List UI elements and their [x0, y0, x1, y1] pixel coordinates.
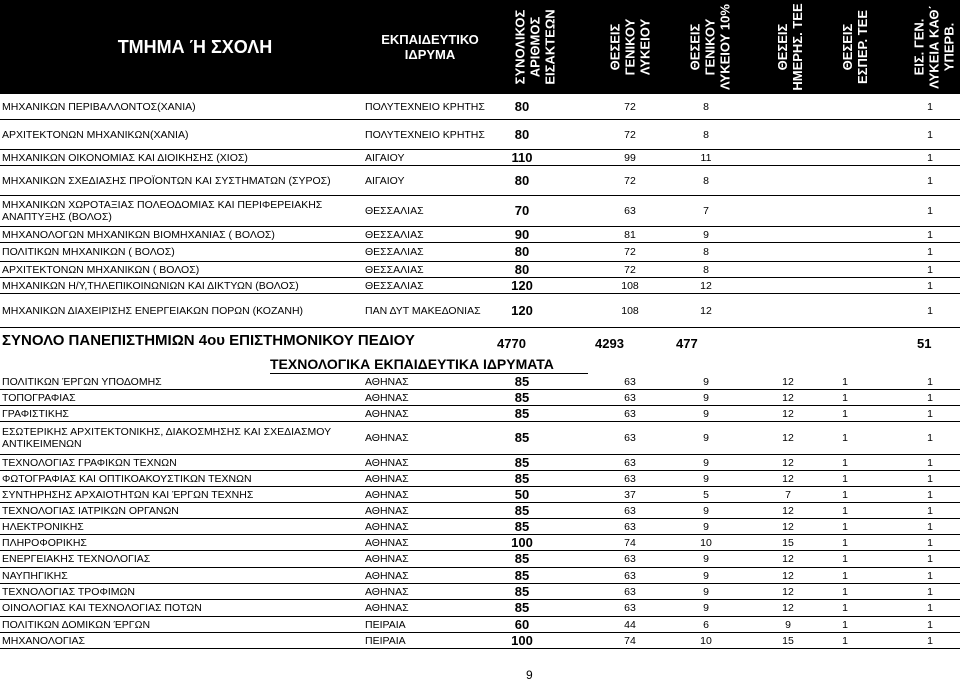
supernumerary-cell: 1	[927, 304, 933, 317]
supernumerary-cell: 1	[927, 263, 933, 276]
general-lyceum-10-cell: 9	[703, 432, 709, 444]
institution-cell: ΠΕΙΡΑΙΑ	[365, 618, 406, 631]
dept-cell: ΠΟΛΙΤΙΚΩΝ ΈΡΓΩΝ ΥΠΟΔΟΜΗΣ	[2, 375, 162, 388]
general-lyceum-10-cell: 10	[700, 536, 712, 549]
evening-tee-cell: 1	[842, 488, 848, 501]
evening-tee-cell	[822, 227, 868, 242]
institution-cell: ΑΘΗΝΑΣ	[365, 375, 409, 388]
supernumerary-cell: 1	[927, 472, 933, 485]
supernumerary-cell: 1	[927, 504, 933, 517]
evening-tee-cell: 1	[842, 407, 848, 420]
institution-cell: ΑΘΗΝΑΣ	[365, 569, 409, 582]
total-seats-cell: 85	[514, 600, 530, 615]
dept-cell: ΜΗΧΑΝΙΚΩΝ ΧΩΡΟΤΑΞΙΑΣ ΠΟΛΕΟΔΟΜΙΑΣ ΚΑΙ ΠΕΡΙΦΕΡΕΙΑΚΗΣ ΑΝΑΠΤΥΞΗΣ (ΒΟΛΟΣ)	[2, 199, 323, 223]
institution-cell: ΑΘΗΝΑΣ	[365, 536, 409, 549]
table-row	[0, 584, 960, 600]
dept-cell: ΕΣΩΤΕΡΙΚΗΣ ΑΡΧΙΤΕΚΤΟΝΙΚΗΣ, ΔΙΑΚΟΣΜΗΣΗΣ ΚΑΙ ΣΧΕΔΙΑΣΜΟΥ ΑΝΤΙΚΕΙΜΕΝΩΝ	[2, 426, 331, 450]
supernumerary-cell: 1	[927, 391, 933, 404]
evening-tee-cell	[822, 243, 868, 261]
general-lyceum-10-cell: 9	[703, 504, 709, 517]
general-lyceum-10-cell: 9	[703, 602, 709, 614]
day-tee-cell: 12	[782, 391, 794, 404]
table-row	[0, 227, 960, 243]
total-seats-cell: 100	[511, 632, 533, 648]
general-lyceum-cell: 63	[624, 391, 636, 404]
general-lyceum-cell: 72	[624, 128, 636, 141]
general-lyceum-10-cell: 12	[700, 304, 712, 317]
supernumerary-cell: 1	[927, 205, 933, 217]
general-lyceum-cell: 63	[624, 472, 636, 485]
total-seats-cell: 50	[514, 486, 530, 502]
dept-cell: ΤΕΧΝΟΛΟΓΙΑΣ ΓΡΑΦΙΚΩΝ ΤΕΧΝΩΝ	[2, 456, 177, 469]
table-row	[0, 503, 960, 519]
table-row	[0, 406, 960, 422]
total-seats-cell: 90	[514, 226, 530, 242]
day-tee-cell: 7	[785, 488, 791, 501]
total-seats-cell: 120	[511, 302, 533, 318]
evening-tee-cell: 1	[842, 634, 848, 647]
total-seats-cell: 85	[514, 405, 530, 421]
total-seats-cell: 85	[514, 567, 530, 583]
institution-cell: ΑΘΗΝΑΣ	[365, 391, 409, 404]
table-row	[0, 196, 960, 227]
day-tee-cell: 12	[782, 585, 794, 598]
header-dept: ΤΜΗΜΑ Ή ΣΧΟΛΗ	[117, 36, 273, 57]
evening-tee-cell: 1	[842, 520, 848, 533]
general-lyceum-10-cell: 5	[703, 488, 709, 501]
supernumerary-cell: 1	[927, 602, 933, 614]
supernumerary-cell: 1	[927, 536, 933, 549]
general-lyceum-cell: 63	[624, 602, 636, 614]
total-seats-cell: 80	[514, 98, 530, 114]
evening-tee-cell: 1	[842, 432, 848, 444]
table-row	[0, 262, 960, 278]
total-seats-cell: 85	[514, 430, 530, 445]
general-lyceum-10-cell: 8	[703, 246, 709, 258]
day-tee-cell	[765, 166, 811, 195]
total-seats-cell: 85	[514, 454, 530, 470]
table-row	[0, 374, 960, 390]
evening-tee-cell: 1	[842, 585, 848, 598]
dept-cell: ΤΟΠΟΓΡΑΦΙΑΣ	[2, 391, 76, 404]
general-lyceum-10-cell: 9	[703, 520, 709, 533]
general-lyceum-10-cell: 9	[703, 585, 709, 598]
total-seats-cell: 80	[514, 261, 530, 277]
day-tee-cell	[765, 150, 811, 165]
supernumerary-cell: 1	[927, 407, 933, 420]
general-lyceum-cell: 63	[624, 456, 636, 469]
general-lyceum-cell: 72	[624, 246, 636, 258]
table-row	[0, 150, 960, 166]
general-lyceum-cell: 63	[624, 205, 636, 217]
total-seats-cell: 80	[514, 126, 530, 142]
dept-cell: ΠΟΛΙΤΙΚΩΝ ΜΗΧΑΝΙΚΩΝ ( ΒΟΛΟΣ)	[2, 246, 175, 258]
total-v5: 51	[917, 336, 932, 351]
table-row	[0, 455, 960, 471]
institution-cell: ΑΘΗΝΑΣ	[365, 585, 409, 598]
total-seats-cell: 110	[511, 149, 533, 165]
general-lyceum-cell: 72	[624, 100, 636, 113]
supernumerary-cell: 1	[927, 634, 933, 647]
table-row	[0, 390, 960, 406]
day-tee-cell	[765, 243, 811, 261]
general-lyceum-cell: 63	[624, 407, 636, 420]
header-c2: ΘΕΣΕΙΣ ΓΕΝΙΚΟΥ ΛΥΚΕΙΟΥ 10%	[687, 4, 733, 90]
general-lyceum-10-cell: 8	[703, 263, 709, 276]
day-tee-cell	[765, 94, 811, 119]
table-row	[0, 568, 960, 584]
supernumerary-cell: 1	[927, 618, 933, 631]
general-lyceum-cell: 63	[624, 553, 636, 565]
section-title-tei: ΤΕΧΝΟΛΟΓΙΚΑ ΕΚΠΑΙΔΕΥΤΙΚΑ ΙΔΡΥΜΑΤΑ	[270, 356, 554, 372]
institution-cell: ΑΘΗΝΑΣ	[365, 488, 409, 501]
institution-cell: ΠΕΙΡΑΙΑ	[365, 634, 406, 647]
day-tee-cell: 15	[782, 536, 794, 549]
header-sum: ΣΥΝΟΛΙΚΟΣ ΑΡΙΘΜΟΣ ΕΙΣΑΚΤΕΩΝ	[512, 9, 558, 85]
evening-tee-cell: 1	[842, 472, 848, 485]
header-c3: ΘΕΣΕΙΣ ΗΜΕΡΗΣ. ΤΕΕ	[775, 3, 805, 91]
dept-cell: ΜΗΧΑΝΙΚΩΝ ΠΕΡΙΒΑΛΛΟΝΤΟΣ(ΧΑΝΙΑ)	[2, 100, 196, 113]
dept-cell: ΜΗΧΑΝΙΚΩΝ ΣΧΕΔΙΑΣΗΣ ΠΡΟΪΟΝΤΩΝ ΚΑΙ ΣΥΣΤΗΜΑΤΩΝ (ΣΥΡΟΣ)	[2, 174, 331, 187]
institution-cell: ΠΟΛΥΤΕΧΝΕΙΟ ΚΡΗΤΗΣ	[365, 128, 485, 141]
general-lyceum-cell: 108	[621, 304, 639, 317]
dept-cell: ΕΝΕΡΓΕΙΑΚΗΣ ΤΕΧΝΟΛΟΓΙΑΣ	[2, 553, 151, 565]
institution-cell: ΠΟΛΥΤΕΧΝΕΙΟ ΚΡΗΤΗΣ	[365, 100, 485, 113]
table-row	[0, 551, 960, 568]
dept-cell: ΜΗΧΑΝΙΚΩΝ Η/Υ,ΤΗΛΕΠΙΚΟΙΝΩΝΙΩΝ ΚΑΙ ΔΙΚΤΥΩΝ (ΒΟΛΟΣ)	[2, 279, 299, 292]
dept-cell: ΗΛΕΚΤΡΟΝΙΚΗΣ	[2, 520, 84, 533]
institution-cell: ΑΙΓΑΙΟΥ	[365, 174, 405, 187]
day-tee-cell	[765, 227, 811, 242]
institution-cell: ΘΕΣΣΑΛΙΑΣ	[365, 246, 424, 258]
institution-cell: ΑΘΗΝΑΣ	[365, 407, 409, 420]
general-lyceum-cell: 63	[624, 375, 636, 388]
general-lyceum-cell: 63	[624, 569, 636, 582]
total-seats-cell: 100	[511, 534, 533, 550]
table-row	[0, 278, 960, 294]
day-tee-cell: 12	[782, 520, 794, 533]
day-tee-cell: 12	[782, 602, 794, 614]
general-lyceum-10-cell: 9	[703, 407, 709, 420]
evening-tee-cell: 1	[842, 618, 848, 631]
header-c4: ΘΕΣΕΙΣ ΕΣΠΕΡ. ΤΕΕ	[840, 9, 870, 85]
table-row	[0, 633, 960, 649]
total-seats-cell: 85	[514, 389, 530, 405]
table-row	[0, 166, 960, 196]
day-tee-cell: 12	[782, 432, 794, 444]
general-lyceum-10-cell: 9	[703, 569, 709, 582]
evening-tee-cell: 1	[842, 569, 848, 582]
evening-tee-cell: 1	[842, 375, 848, 388]
supernumerary-cell: 1	[927, 553, 933, 565]
general-lyceum-10-cell: 6	[703, 618, 709, 631]
supernumerary-cell: 1	[927, 432, 933, 444]
day-tee-cell: 12	[782, 456, 794, 469]
table-row	[0, 294, 960, 328]
total-seats-cell: 85	[514, 583, 530, 599]
dept-cell: ΦΩΤΟΓΡΑΦΙΑΣ ΚΑΙ ΟΠΤΙΚΟΑΚΟΥΣΤΙΚΩΝ ΤΕΧΝΩΝ	[2, 472, 252, 485]
day-tee-cell: 9	[785, 618, 791, 631]
supernumerary-cell: 1	[927, 456, 933, 469]
general-lyceum-cell: 63	[624, 432, 636, 444]
evening-tee-cell: 1	[842, 536, 848, 549]
general-lyceum-10-cell: 7	[703, 205, 709, 217]
total-seats-cell: 80	[514, 172, 530, 188]
evening-tee-cell: 1	[842, 504, 848, 517]
institution-cell: ΑΘΗΝΑΣ	[365, 520, 409, 533]
evening-tee-cell: 1	[842, 602, 848, 614]
general-lyceum-10-cell: 9	[703, 553, 709, 565]
total-seats-cell: 85	[514, 551, 530, 566]
table-row	[0, 535, 960, 551]
dept-cell: ΜΗΧΑΝΟΛΟΓΩΝ ΜΗΧΑΝΙΚΩΝ ΒΙΟΜΗΧΑΝΙΑΣ ( ΒΟΛΟΣ)	[2, 228, 275, 241]
general-lyceum-10-cell: 9	[703, 456, 709, 469]
evening-tee-cell	[822, 120, 868, 149]
institution-cell: ΑΘΗΝΑΣ	[365, 553, 409, 565]
table-row	[0, 94, 960, 120]
table-row	[0, 600, 960, 617]
general-lyceum-cell: 99	[624, 151, 636, 164]
general-lyceum-cell: 44	[624, 618, 636, 631]
general-lyceum-10-cell: 8	[703, 128, 709, 141]
header-c5: ΕΙΣ. ΓΕΝ. ΛΥΚΕΙΑ ΚΑΘ΄ ΥΠΕΡΒ.	[911, 5, 957, 89]
day-tee-cell: 12	[782, 472, 794, 485]
day-tee-cell: 12	[782, 375, 794, 388]
general-lyceum-10-cell: 9	[703, 375, 709, 388]
institution-cell: ΑΘΗΝΑΣ	[365, 504, 409, 517]
general-lyceum-10-cell: 10	[700, 634, 712, 647]
day-tee-cell	[765, 120, 811, 149]
dept-cell: ΜΗΧΑΝΙΚΩΝ ΔΙΑΧΕΙΡΙΣΗΣ ΕΝΕΡΓΕΙΑΚΩΝ ΠΟΡΩΝ (ΚΟΖΑΝΗ)	[2, 304, 304, 317]
dept-cell: ΑΡΧΙΤΕΚΤΟΝΩΝ ΜΗΧΑΝΙΚΩΝ(ΧΑΝΙΑ)	[2, 128, 189, 141]
table-row	[0, 617, 960, 633]
general-lyceum-cell: 74	[624, 634, 636, 647]
general-lyceum-10-cell: 11	[700, 151, 712, 164]
total-seats-cell: 85	[514, 518, 530, 534]
evening-tee-cell	[822, 150, 868, 165]
table-row	[0, 487, 960, 503]
table-row	[0, 519, 960, 535]
general-lyceum-10-cell: 8	[703, 100, 709, 113]
page-number: 9	[526, 668, 533, 682]
day-tee-cell: 12	[782, 407, 794, 420]
evening-tee-cell	[822, 196, 868, 226]
total-v1: 4293	[595, 336, 624, 351]
day-tee-cell: 12	[782, 504, 794, 517]
dept-cell: ΣΥΝΤΗΡΗΣΗΣ ΑΡΧΑΙΟΤΗΤΩΝ ΚΑΙ ΈΡΓΩΝ ΤΕΧΝΗΣ	[2, 488, 254, 501]
total-sum: 4770	[497, 336, 526, 351]
institution-cell: ΘΕΣΣΑΛΙΑΣ	[365, 228, 424, 241]
total-v2: 477	[676, 336, 698, 351]
total-seats-cell: 85	[514, 502, 530, 518]
evening-tee-cell: 1	[842, 456, 848, 469]
table-row	[0, 471, 960, 487]
institution-cell: ΠΑΝ ΔΥΤ ΜΑΚΕΔΟΝΙΑΣ	[365, 304, 481, 317]
day-tee-cell: 12	[782, 553, 794, 565]
total-seats-cell: 60	[514, 616, 530, 632]
general-lyceum-cell: 63	[624, 504, 636, 517]
dept-cell: ΠΟΛΙΤΙΚΩΝ ΔΟΜΙΚΩΝ ΈΡΓΩΝ	[2, 618, 151, 631]
institution-cell: ΑΘΗΝΑΣ	[365, 456, 409, 469]
table-row	[0, 422, 960, 455]
day-tee-cell: 12	[782, 569, 794, 582]
institution-cell: ΑΙΓΑΙΟΥ	[365, 151, 405, 164]
table-row	[0, 120, 960, 150]
dept-cell: ΤΕΧΝΟΛΟΓΙΑΣ ΙΑΤΡΙΚΩΝ ΟΡΓΑΝΩΝ	[2, 504, 179, 517]
institution-cell: ΑΘΗΝΑΣ	[365, 432, 409, 444]
dept-cell: ΟΙΝΟΛΟΓΙΑΣ ΚΑΙ ΤΕΧΝΟΛΟΓΙΑΣ ΠΟΤΩΝ	[2, 602, 202, 614]
supernumerary-cell: 1	[927, 246, 933, 258]
general-lyceum-cell: 74	[624, 536, 636, 549]
day-tee-cell	[765, 278, 811, 293]
dept-cell: ΑΡΧΙΤΕΚΤΟΝΩΝ ΜΗΧΑΝΙΚΩΝ ( ΒΟΛΟΣ)	[2, 263, 200, 276]
supernumerary-cell: 1	[927, 279, 933, 292]
evening-tee-cell	[822, 278, 868, 293]
total-seats-cell: 80	[514, 244, 530, 259]
evening-tee-cell	[822, 294, 868, 327]
day-tee-cell: 15	[782, 634, 794, 647]
general-lyceum-cell: 72	[624, 174, 636, 187]
supernumerary-cell: 1	[927, 100, 933, 113]
general-lyceum-10-cell: 9	[703, 391, 709, 404]
general-lyceum-cell: 37	[624, 488, 636, 501]
total-seats-cell: 120	[511, 277, 533, 293]
table-row	[0, 243, 960, 262]
supernumerary-cell: 1	[927, 520, 933, 533]
day-tee-cell	[765, 196, 811, 226]
institution-cell: ΘΕΣΣΑΛΙΑΣ	[365, 263, 424, 276]
institution-cell: ΘΕΣΣΑΛΙΑΣ	[365, 205, 424, 217]
general-lyceum-cell: 63	[624, 585, 636, 598]
dept-cell: ΜΗΧΑΝΟΛΟΓΙΑΣ	[2, 634, 86, 647]
dept-cell: ΤΕΧΝΟΛΟΓΙΑΣ ΤΡΟΦΙΜΩΝ	[2, 585, 135, 598]
evening-tee-cell	[822, 166, 868, 195]
day-tee-cell	[765, 262, 811, 277]
table-header	[0, 0, 960, 94]
general-lyceum-cell: 108	[621, 279, 639, 292]
total-seats-cell: 70	[514, 203, 530, 218]
dept-cell: ΓΡΑΦΙΣΤΙΚΗΣ	[2, 407, 69, 420]
general-lyceum-10-cell: 8	[703, 174, 709, 187]
general-lyceum-10-cell: 9	[703, 472, 709, 485]
general-lyceum-cell: 81	[624, 228, 636, 241]
university-total-row	[0, 330, 960, 354]
total-seats-cell: 85	[514, 470, 530, 486]
supernumerary-cell: 1	[927, 228, 933, 241]
header-c1: ΘΕΣΕΙΣ ΓΕΝΙΚΟΥ ΛΥΚΕΙΟΥ	[607, 18, 653, 76]
evening-tee-cell	[822, 94, 868, 119]
total-label: ΣΥΝΟΛΟ ΠΑΝΕΠΙΣΤΗΜΙΩΝ 4ου ΕΠΙΣΤΗΜΟΝΙΚΟΥ ΠΕΔΙΟΥ	[2, 332, 415, 349]
evening-tee-cell	[822, 262, 868, 277]
dept-cell: ΝΑΥΠΗΓΙΚΗΣ	[2, 569, 68, 582]
supernumerary-cell: 1	[927, 151, 933, 164]
general-lyceum-cell: 72	[624, 263, 636, 276]
dept-cell: ΜΗΧΑΝΙΚΩΝ ΟΙΚΟΝΟΜΙΑΣ ΚΑΙ ΔΙΟΙΚΗΣΗΣ (ΧΙΟΣ)	[2, 151, 248, 164]
general-lyceum-10-cell: 9	[703, 228, 709, 241]
general-lyceum-10-cell: 12	[700, 279, 712, 292]
institution-cell: ΑΘΗΝΑΣ	[365, 472, 409, 485]
dept-cell: ΠΛΗΡΟΦΟΡΙΚΗΣ	[2, 536, 87, 549]
supernumerary-cell: 1	[927, 585, 933, 598]
evening-tee-cell: 1	[842, 553, 848, 565]
institution-cell: ΑΘΗΝΑΣ	[365, 602, 409, 614]
header-inst: ΕΚΠΑΙΔΕΥΤΙΚΟ ΙΔΡΥΜΑ	[381, 32, 479, 62]
evening-tee-cell: 1	[842, 391, 848, 404]
day-tee-cell	[765, 294, 811, 327]
supernumerary-cell: 1	[927, 488, 933, 501]
total-seats-cell: 85	[514, 373, 530, 389]
supernumerary-cell: 1	[927, 128, 933, 141]
supernumerary-cell: 1	[927, 375, 933, 388]
supernumerary-cell: 1	[927, 569, 933, 582]
supernumerary-cell: 1	[927, 174, 933, 187]
general-lyceum-cell: 63	[624, 520, 636, 533]
institution-cell: ΘΕΣΣΑΛΙΑΣ	[365, 279, 424, 292]
